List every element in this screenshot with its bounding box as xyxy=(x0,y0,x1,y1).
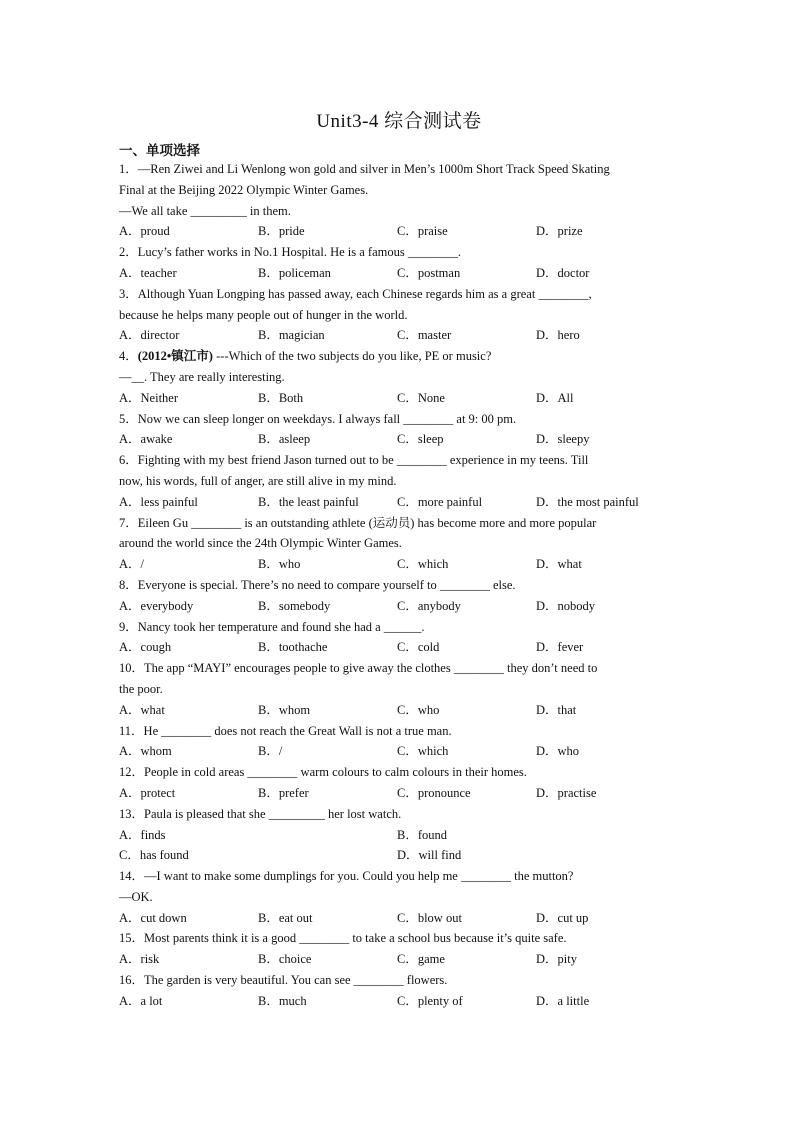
answer-option[interactable]: A．everybody xyxy=(119,598,194,613)
answer-option[interactable]: B．found xyxy=(397,827,448,842)
question-9 xyxy=(119,617,679,659)
options-row xyxy=(119,700,679,721)
question-text-line: —We all take _________ in them. xyxy=(119,203,291,218)
question-text-line: 13．Paula is pleased that she _________ her lost watch. xyxy=(119,806,402,821)
question-2 xyxy=(119,242,679,284)
options-row xyxy=(119,263,679,284)
question-text-line: 3．Although Yuan Longping has passed away, each Chinese regards him as a great ________, xyxy=(119,286,592,301)
question-text-line: 16．The garden is very beautiful. You can see ________ flowers. xyxy=(119,973,448,988)
answer-option[interactable]: C．sleep xyxy=(397,432,444,447)
section-heading: 一、单项选择 xyxy=(119,143,200,158)
question-1 xyxy=(119,159,679,242)
question-10 xyxy=(119,658,679,720)
question-text-line: 14．—I want to make some dumplings for you. Could you help me ________ the mutton? xyxy=(119,869,574,884)
question-source: (2012•镇江市) xyxy=(137,349,213,364)
answer-option[interactable]: D．All xyxy=(536,390,574,405)
answer-option[interactable]: C．None xyxy=(397,390,445,405)
question-text-line: the poor. xyxy=(119,681,163,696)
question-text: ---Which of the two subjects do you like, PE or music? xyxy=(212,349,492,364)
options-row xyxy=(119,221,679,242)
answer-option[interactable]: A．risk xyxy=(119,952,160,967)
answer-option[interactable]: C．which xyxy=(397,744,449,759)
answer-option[interactable]: A．what xyxy=(119,702,165,717)
answer-option[interactable]: C．praise xyxy=(397,224,448,239)
options-row xyxy=(119,388,679,409)
answer-option[interactable]: C．cold xyxy=(397,640,440,655)
answer-option[interactable]: D．fever xyxy=(536,640,584,655)
answer-option[interactable]: A．teacher xyxy=(119,265,177,280)
answer-option[interactable]: B．policeman xyxy=(258,265,331,280)
options-row xyxy=(119,637,679,658)
options-row xyxy=(119,845,679,866)
question-7 xyxy=(119,513,679,575)
question-8 xyxy=(119,575,679,617)
question-text-line: —__. They are really interesting. xyxy=(119,369,285,384)
answer-option[interactable]: D．practise xyxy=(536,785,597,800)
answer-option[interactable]: A．cut down xyxy=(119,910,187,925)
answer-option[interactable]: B．somebody xyxy=(258,598,331,613)
question-text-line: 5．Now we can sleep longer on weekdays. I always fall ________ at 9: 00 pm. xyxy=(119,411,517,426)
answer-option[interactable]: A．less painful xyxy=(119,494,198,509)
question-15 xyxy=(119,928,679,970)
answer-option[interactable]: D．what xyxy=(536,557,582,572)
options-row xyxy=(119,596,679,617)
question-text-line: 1．—Ren Ziwei and Li Wenlong won gold and silver in Men’s 1000m Short Track Speed Skating xyxy=(119,162,610,176)
question-12 xyxy=(119,762,679,804)
question-text-line: 15．Most parents think it is a good ________ to take a school bus because it’s quite safe. xyxy=(119,931,567,946)
answer-option[interactable]: A．/ xyxy=(119,557,145,572)
answer-option[interactable]: C．has found xyxy=(119,848,189,863)
answer-option[interactable]: A．whom xyxy=(119,744,172,759)
answer-option[interactable]: A．proud xyxy=(119,224,170,239)
page-title: Unit3-4 综合测试卷 xyxy=(316,111,482,132)
answer-option[interactable]: B．eat out xyxy=(258,910,313,925)
question-text-line: now, his words, full of anger, are still alive in my mind. xyxy=(119,473,397,488)
answer-option[interactable]: C．game xyxy=(397,952,445,967)
question-list xyxy=(119,159,679,1012)
answer-option[interactable]: B．asleep xyxy=(258,432,311,447)
question-text-line: 10．The app “MAYI” encourages people to give away the clothes ________ they don’t need to xyxy=(119,661,598,676)
answer-option[interactable]: A．protect xyxy=(119,785,176,800)
question-6 xyxy=(119,450,679,512)
answer-option[interactable]: C．postman xyxy=(397,265,461,280)
answer-option[interactable]: D．hero xyxy=(536,328,580,343)
options-row xyxy=(119,949,679,970)
question-text-line: —OK. xyxy=(119,889,153,904)
answer-option[interactable]: B．magician xyxy=(258,328,325,343)
question-text-line: 11．He ________ does not reach the Great Wall is not a true man. xyxy=(119,723,452,738)
answer-option[interactable]: C．more painful xyxy=(397,494,483,509)
answer-option[interactable]: B．Both xyxy=(258,390,304,405)
answer-option[interactable]: D．nobody xyxy=(536,598,596,613)
answer-option[interactable]: D．who xyxy=(536,744,580,759)
question-text-line: 9．Nancy took her temperature and found she had a ______. xyxy=(119,619,425,634)
options-row xyxy=(119,991,679,1012)
answer-option[interactable]: D．the most painful xyxy=(536,494,639,509)
answer-option[interactable]: C．which xyxy=(397,557,449,572)
answer-option[interactable]: C．anybody xyxy=(397,598,461,613)
options-row xyxy=(119,783,679,804)
question-text-line: because he helps many people out of hunger in the world. xyxy=(119,307,408,322)
question-14 xyxy=(119,866,679,928)
answer-option[interactable]: D．sleepy xyxy=(536,432,590,447)
question-text-line: 6．Fighting with my best friend Jason turned out to be ________ experience in my teens. Till xyxy=(119,453,589,468)
answer-option[interactable]: C．who xyxy=(397,702,440,717)
answer-option[interactable]: A．a lot xyxy=(119,993,163,1008)
question-number: 4． xyxy=(119,349,138,364)
question-3 xyxy=(119,284,679,346)
options-row xyxy=(119,429,679,450)
answer-option[interactable]: D．will find xyxy=(397,848,462,863)
question-text-line xyxy=(119,346,679,367)
options-row xyxy=(119,492,679,513)
question-16 xyxy=(119,970,679,1012)
options-row xyxy=(119,908,679,929)
answer-option[interactable]: D．prize xyxy=(536,224,583,239)
question-13 xyxy=(119,804,679,866)
options-row xyxy=(119,741,679,762)
answer-option[interactable]: C．master xyxy=(397,328,452,343)
question-text-line: Final at the Beijing 2022 Olympic Winter Games. xyxy=(119,182,369,197)
answer-option[interactable]: D．cut up xyxy=(536,910,589,925)
answer-option[interactable]: C．plenty of xyxy=(397,993,463,1008)
answer-option[interactable]: C．blow out xyxy=(397,910,462,925)
answer-option[interactable]: C．pronounce xyxy=(397,785,471,800)
answer-option[interactable]: B．who xyxy=(258,557,301,572)
options-row xyxy=(119,325,679,346)
options-row xyxy=(119,554,679,575)
answer-option[interactable]: A．finds xyxy=(119,827,166,842)
question-text-line: around the world since the 24th Olympic Winter Games. xyxy=(119,536,402,551)
answer-option[interactable]: B．/ xyxy=(258,744,283,759)
answer-option[interactable]: A．Neither xyxy=(119,390,179,405)
answer-option[interactable]: B．the least painful xyxy=(258,494,359,509)
answer-option[interactable]: A．awake xyxy=(119,432,173,447)
question-5 xyxy=(119,409,679,451)
question-text-line: 12．People in cold areas ________ warm colours to calm colours in their homes. xyxy=(119,765,527,780)
answer-option[interactable]: B．much xyxy=(258,993,307,1008)
answer-option[interactable]: B．prefer xyxy=(258,785,309,800)
answer-option[interactable]: B．pride xyxy=(258,224,305,239)
answer-option[interactable]: D．pity xyxy=(536,952,577,967)
question-text-line: 7．Eileen Gu ________ is an outstanding athlete (运动员) has become more and more popular xyxy=(119,515,597,530)
answer-option[interactable]: A．director xyxy=(119,328,180,343)
answer-option[interactable]: B．whom xyxy=(258,702,311,717)
answer-option[interactable]: D．that xyxy=(536,702,577,717)
answer-option[interactable]: A．cough xyxy=(119,640,172,655)
question-text-line: 2．Lucy’s father works in No.1 Hospital. He is a famous ________. xyxy=(119,245,461,260)
answer-option[interactable]: B．choice xyxy=(258,952,312,967)
question-11 xyxy=(119,721,679,763)
question-text-line: 8．Everyone is special. There’s no need to compare yourself to ________ else. xyxy=(119,577,516,592)
question-4 xyxy=(119,346,679,408)
answer-option[interactable]: B．toothache xyxy=(258,640,328,655)
options-row xyxy=(119,825,679,846)
answer-option[interactable]: D．doctor xyxy=(536,265,590,280)
answer-option[interactable]: D．a little xyxy=(536,993,590,1008)
